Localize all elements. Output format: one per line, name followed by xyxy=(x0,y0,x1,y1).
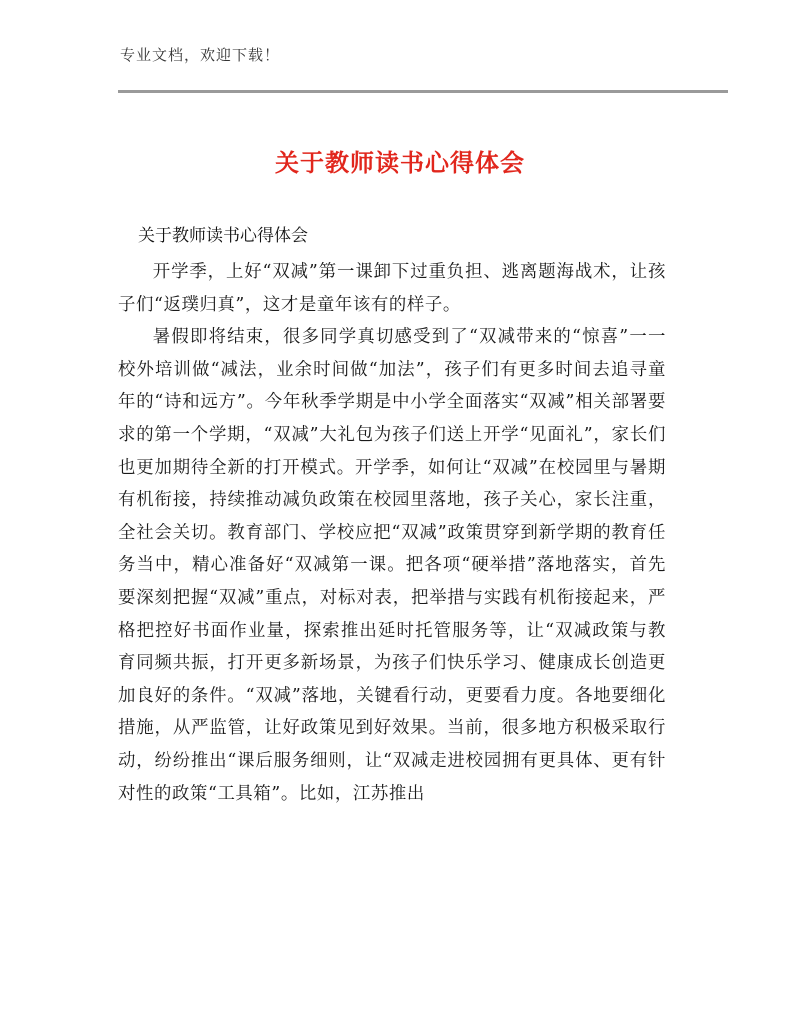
body-paragraph: 开学季，上好“双减”第一课卸下过重负担、逃离题海战术，让孩子们“返璞归真”，这才是童年该有的样子。 xyxy=(118,262,666,315)
document-title: 关于教师读书心得体会 xyxy=(275,149,525,177)
header-divider xyxy=(118,90,728,93)
body-paragraph: 暑假即将结束，很多同学真切感受到了“双减带来的“惊喜”一一校外培训做“减法，业余时间做“加法”，孩子们有更多时间去追寻童年的“诗和远方”。今年秋季学期是中小学全面落实“双减”相关部署要求的第一个学期，“双减”大礼包为孩子们送上开学“见面礼”，家长们也更加期待全新的打开模式。开学季，如何让“双减”在校园里与暑期有机衔接，持续推动减负政策在校园里落地，孩子关心，家长注重，全社会关切。教育部门、学校应把“双减”政策贯穿到新学期的教育任务当中，精心准备好“双减第一课。把各项“硬举措”落地落实，首先要深刻把握“双减”重点，对标对表，把举措与实践有机衔接起来，严格把控好书面作业量，探索推出延时托管服务等，让“双减政策与教育同频共振，打开更多新场景，为孩子们快乐学习、健康成长创造更加良好的条件。“双减”落地，关键看行动，更要看力度。各地要细化措施，从严监管，让好政策见到好效果。当前，很多地方积极采取行动，纷纷推出“课后服务细则，让“双减走进校园拥有更具体、更有针对性的政策“工具箱”。比如，江苏推出 xyxy=(118,327,666,804)
page-header-text: 专业文档，欢迎下载！ xyxy=(120,46,281,64)
document-subtitle: 关于教师读书心得体会 xyxy=(138,226,308,246)
document-body xyxy=(118,256,666,810)
